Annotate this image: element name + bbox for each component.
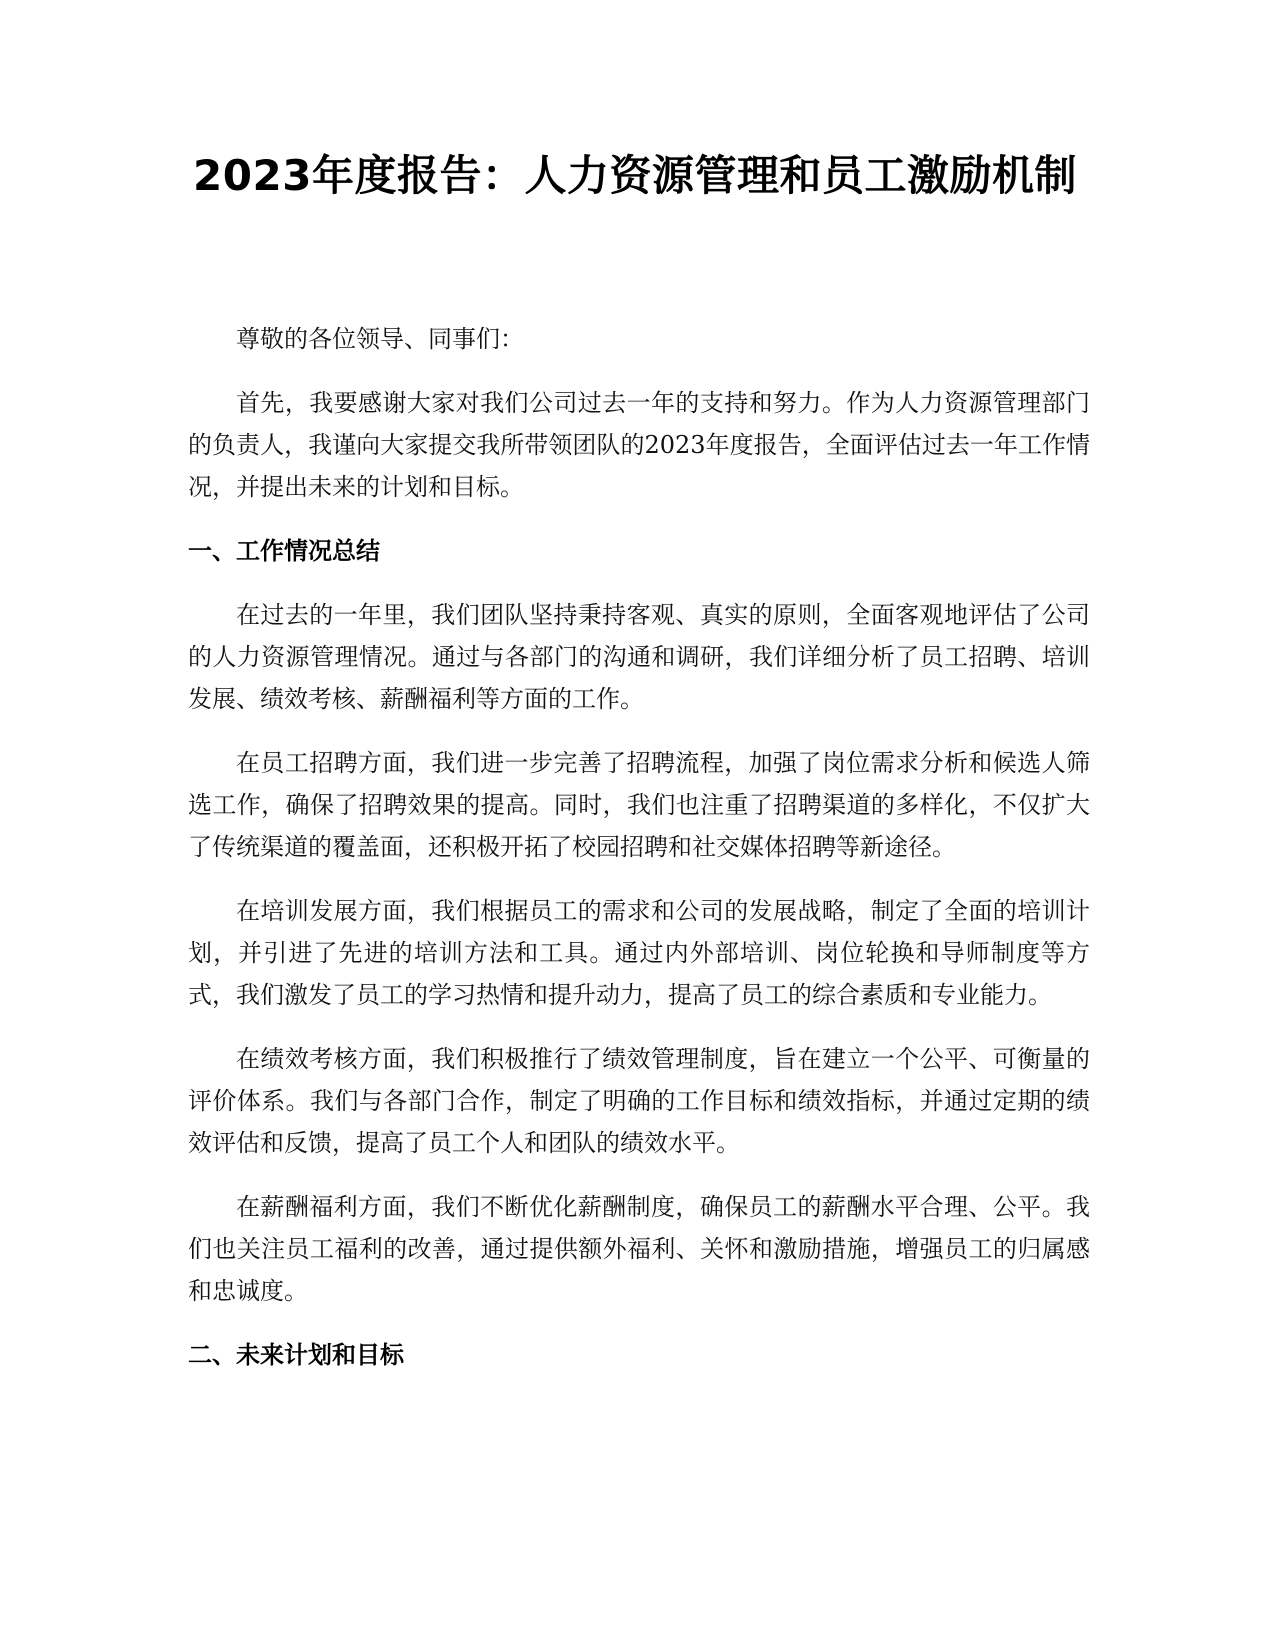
compensation-paragraph: 在薪酬福利方面，我们不断优化薪酬制度，确保员工的薪酬水平合理、公平。我们也关注员工福利的改善，通过提供额外福利、关怀和激励措施，增强员工的归属感和忠诚度。 [188,1193,1090,1305]
training-paragraph: 在培训发展方面，我们根据员工的需求和公司的发展战略，制定了全面的培训计划，并引进了先进的培训方法和工具。通过内外部培训、岗位轮换和导师制度等方式，我们激发了员工的学习热情和提升动力，提高了员工的综合素质和专业能力。 [188,897,1090,1009]
page-title: 2023年度报告：人力资源管理和员工激励机制 [193,151,1077,200]
recruitment-paragraph: 在员工招聘方面，我们进一步完善了招聘流程，加强了岗位需求分析和候选人筛选工作，确保了招聘效果的提高。同时，我们也注重了招聘渠道的多样化，不仅扩大了传统渠道的覆盖面，还积极开拓了校园招聘和社交媒体招聘等新途径。 [188,749,1090,861]
document-body [188,318,1090,1398]
intro-paragraph: 首先，我要感谢大家对我们公司过去一年的支持和努力。作为人力资源管理部门的负责人，我谨向大家提交我所带领团队的2023年度报告，全面评估过去一年工作情况，并提出未来的计划和目标。 [188,389,1090,501]
section-heading-plans: 二、未来计划和目标 [188,1341,404,1369]
section-heading-summary: 一、工作情况总结 [188,537,380,565]
greeting: 尊敬的各位领导、同事们： [236,325,524,353]
summary-paragraph: 在过去的一年里，我们团队坚持秉持客观、真实的原则，全面客观地评估了公司的人力资源管理情况。通过与各部门的沟通和调研，我们详细分析了员工招聘、培训发展、绩效考核、薪酬福利等方面的工作。 [188,601,1090,713]
performance-paragraph: 在绩效考核方面，我们积极推行了绩效管理制度，旨在建立一个公平、可衡量的评价体系。我们与各部门合作，制定了明确的工作目标和绩效指标，并通过定期的绩效评估和反馈，提高了员工个人和团队的绩效水平。 [188,1045,1090,1157]
